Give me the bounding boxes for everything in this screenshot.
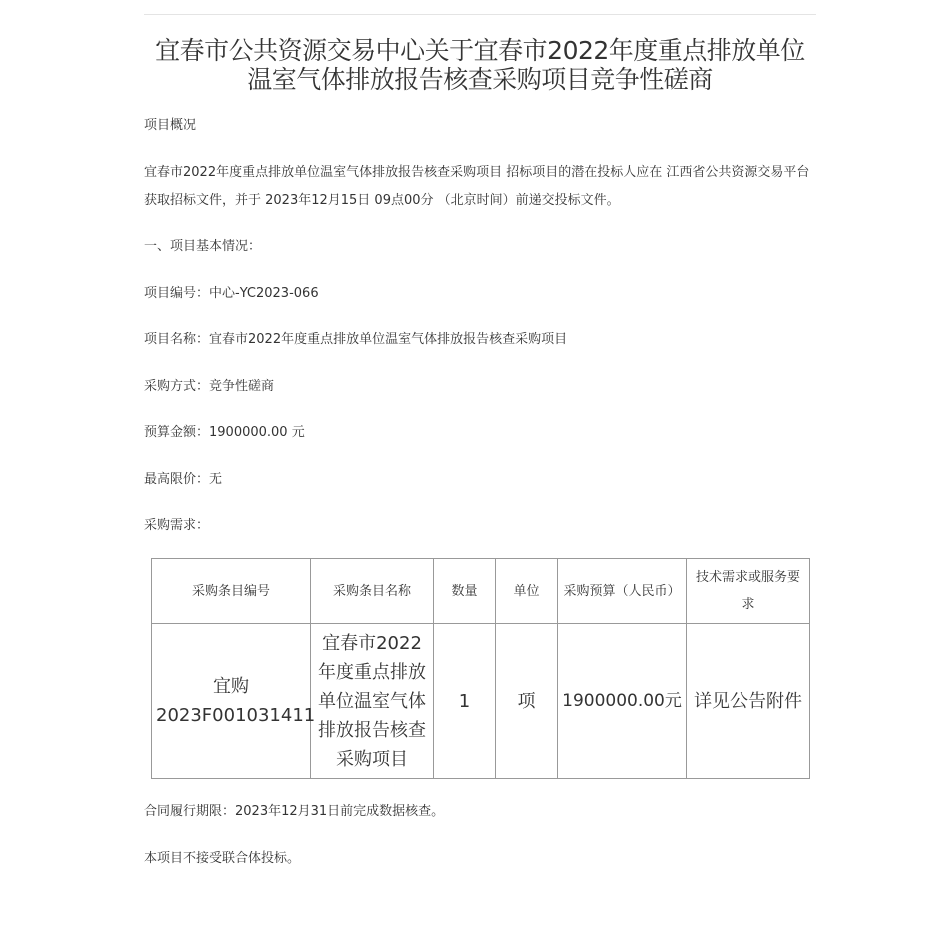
budget-cell: 1900000.00元 [558, 624, 687, 779]
project-number: 项目编号：中心-YC2023-066 [144, 286, 319, 301]
item-number-cell: 宜购2023F001031411 [152, 624, 311, 779]
requirements-label: 采购需求： [144, 518, 210, 533]
max-price: 最高限价：无 [144, 472, 223, 487]
section-basic-heading: 一、项目基本情况： [144, 239, 262, 254]
section-overview-heading: 项目概况 [144, 118, 197, 133]
table-header-cell: 技术需求或服务要求 [687, 559, 810, 624]
table-header-row [152, 559, 810, 624]
top-divider [144, 14, 816, 15]
procurement-method: 采购方式：竞争性磋商 [144, 379, 275, 394]
table-header-cell: 单位 [496, 559, 558, 624]
contract-period: 合同履行期限：2023年12月31日前完成数据核查。 [144, 804, 445, 819]
table-header-cell: 采购条目编号 [152, 559, 311, 624]
unit-cell: 项 [496, 624, 558, 779]
table-header-cell: 采购预算（人民币） [558, 559, 687, 624]
table-row [152, 624, 810, 779]
project-name: 项目名称：宜春市2022年度重点排放单位温室气体排放报告核查采购项目 [144, 332, 568, 347]
table-header-cell: 数量 [434, 559, 496, 624]
consortium-note: 本项目不接受联合体投标。 [144, 851, 301, 866]
overview-paragraph: 宜春市2022年度重点排放单位温室气体排放报告核查采购项目 招标项目的潜在投标人应在 江西省公共资源交易平台 获取招标文件，并于 2023年12月15日 09点00分 （北京时间）前递交投标文件。 [144, 165, 810, 208]
requirements-table [151, 558, 810, 779]
quantity-cell: 1 [434, 624, 496, 779]
table-header-cell: 采购条目名称 [311, 559, 434, 624]
budget-amount: 预算金额：1900000.00 元 [144, 425, 305, 440]
requirement-cell: 详见公告附件 [687, 624, 810, 779]
page-title: 宜春市公共资源交易中心关于宜春市2022年度重点排放单位温室气体排放报告核查采购项目竞争性磋商 [155, 36, 805, 94]
item-name-cell: 宜春市2022年度重点排放单位温室气体排放报告核查采购项目 [311, 624, 434, 779]
